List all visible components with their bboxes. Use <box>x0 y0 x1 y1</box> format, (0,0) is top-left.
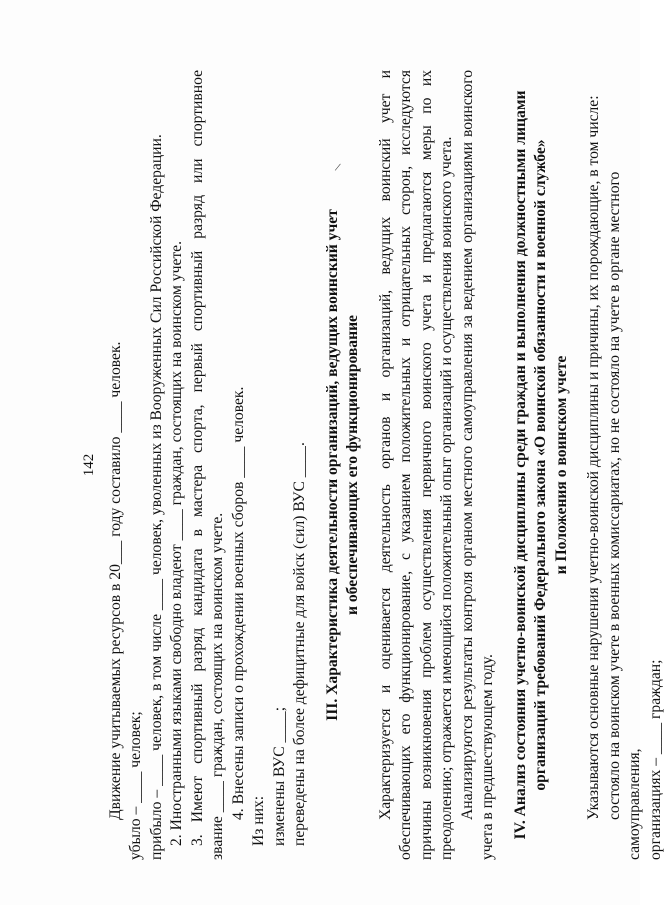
departed-line: убыло – ____ человек; <box>127 711 144 860</box>
scan-mark: / <box>333 159 342 175</box>
languages-line: 2. Иностранными языками свободно владеют ____ граждан, состоящих на воинском учете. <box>168 241 185 846</box>
section-4-heading <box>511 70 573 860</box>
section-3-heading-line-1: III. Характеристика деятельности организаций, ведущих воинский учет <box>323 209 341 721</box>
movement-line: Движение учитываемых ресурсов в 20___ году составило ____ человек. <box>106 341 124 820</box>
section-4-heading-line-3: и Положения о воинском учете <box>552 355 570 575</box>
section-4-heading-line-2: организаций требований Федерального закона «О воинской обязанности и военной службе» <box>532 139 549 791</box>
section-3-heading <box>323 70 364 860</box>
section-3-paragraph-1: Характеризуется и оценивается деятельность органов и организаций, ведущих воинский учет и обеспечивающих его функционирование, с указанием положительных и отрицательных сторон, исследуются причины возникновения проблем осуществления первичного воинского учета и предлагаются меры по их преодолению; отражается имеющийся положительный опыт организаций и осуществления воинского учета. <box>376 70 455 860</box>
section-4-registered-line: состояло на воинском учете в военных комиссариатах, но не состояло на учете в органе местного самоуправления, <box>605 171 643 860</box>
training-records-line: 4. Внесены записи о прохождении военных сборов ____ человек. <box>229 386 247 820</box>
vus-changed-line: изменены ВУС ____; <box>270 706 288 846</box>
section-3-heading-line-2: и обеспечивающих его функционирование <box>344 315 361 615</box>
sports-line: 3. Имеют спортивный разряд кандидата в мастера спорта, первый спортивный разряд или спортивное <box>188 70 206 846</box>
of-them-line: Из них: <box>250 795 267 846</box>
resources-block <box>106 70 311 860</box>
section-4-heading-line-1: IV. Анализ состояния учетно-воинской дисциплины среди граждан и выполнения должностными лицами <box>511 90 529 840</box>
section-4-intro-line: Указываются основные нарушения учетно-воинской дисциплины и причины, их порождающие, в том числе: <box>585 95 602 820</box>
vus-transferred-line: переведены на более дефицитные для войск (сил) ВУС ____. <box>291 442 308 846</box>
sports-title-line: звание ____ граждан, состоящих на воинском учете. <box>209 512 226 860</box>
section-3-paragraph-2: Анализируются результаты контроля органом местного самоуправления за ведением организациями воинского учета в предшествующем году. <box>458 70 496 860</box>
arrived-line: прибыло – ____ человек, в том числе ____ человек, уволенных из Вооруженных Сил Российской Федерации. <box>147 134 165 860</box>
page-number: 142 <box>81 453 97 477</box>
rotated-content <box>79 70 664 860</box>
section-4-organizations-line: организациях – ____ граждан; <box>646 659 664 860</box>
